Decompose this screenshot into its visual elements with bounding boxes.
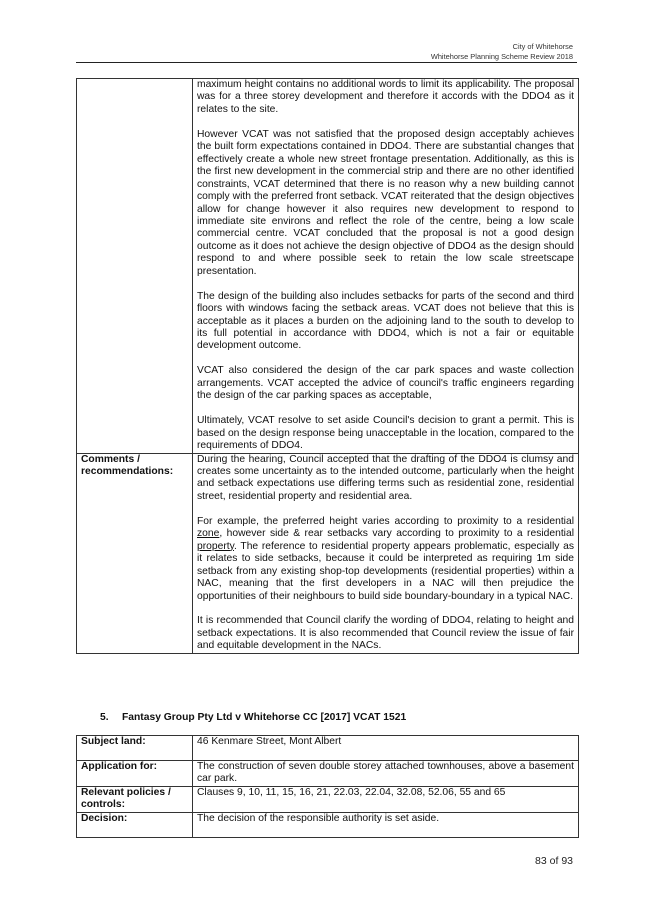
row-value: 46 Kenmare Street, Mont Albert [193,736,579,761]
underlined-term: zone [197,528,220,540]
row-value: Clauses 9, 10, 11, 15, 16, 21, 22.03, 22.04, 32.08, 52.06, 55 and 65 [193,786,579,812]
case-summary-table [76,78,579,654]
row-label-comments: Comments / recommendations: [77,453,193,653]
section-title: Fantasy Group Pty Ltd v Whitehorse CC [2017] VCAT 1521 [122,712,407,723]
table-row [77,761,579,787]
header-organisation: City of Whitehorse [512,42,573,51]
row-content-comments [193,453,579,653]
text-run: For example, the preferred height varies according to proximity to a residential [197,515,574,527]
row-label: Relevant policies / controls: [77,786,193,812]
row-label [77,79,193,454]
row-label: Subject land: [77,736,193,761]
section-number: 5. [100,712,109,723]
table-row [77,736,579,761]
table-row [77,786,579,812]
row-label: Decision: [77,812,193,837]
paragraph: maximum height contains no additional words to limit its applicability. The proposal was for a three storey development and therefore it accords with the DDO4 as it relates to the site. [197,79,574,115]
paragraph: The design of the building also includes setbacks for parts of the second and third floors with windows facing the setback areas. VCAT does not believe that this is acceptable as it places a burden on the adjoining land to the south to develop to its full potential in accordance with DDO4, which is not a fair or equitable development outcome. [197,290,574,352]
table-row [77,812,579,837]
table-row [77,453,579,653]
row-value: The decision of the responsible authority is set aside. [193,812,579,837]
paragraph: Ultimately, VCAT resolve to set aside Council's decision to grant a permit. This is based on the design response being unacceptable in the location, compared to the requirements of DDO4. [197,415,574,452]
paragraph [197,516,574,603]
case-details-table [76,735,579,838]
page-number: 83 of 93 [535,855,573,867]
header-rule [76,62,577,63]
paragraph: However VCAT was not satisfied that the proposed design acceptably achieves the built form expectations contained in DDO4. There are substantial changes that effectively create a whole new street frontage presentation. Additionally, as this is the first new development in the commercial strip and there are no other identified constraints, VCAT determined that there is no reason why a new building cannot comply with the preferred front setback. VCAT reiterated that the design objectives allow for change however it also requires new development to respond to immediate site environs and reflect the role of the centre, being a low scale commercial centre. VCAT concluded that the proposal is not a good design outcome as it does not achieve the design objective of DDO4 as the design should respond to and where possible seek to retain the low scale streetscape presentation. [197,128,574,277]
table-row [77,79,579,454]
paragraph: It is recommended that Council clarify the wording of DDO4, relating to height and setback expectations. It is also recommended that Council review the issue of fair and equitable development in the NACs. [197,615,574,652]
section-heading [100,712,406,723]
row-value: The construction of seven double storey attached townhouses, above a basement car park. [193,761,579,787]
text-run: . The reference to residential property appears problematic, especially as it relates to side setbacks, because it could be interpreted as requiring 1m side setback from any existing shop-top developments (residential properties) within a NAC, meaning that the first developers in a NAC will then prejudice the opportunities of their neighbours to build side boundary-boundary in a typical NAC. [197,540,574,602]
row-content [193,79,579,454]
header-document-title: Whitehorse Planning Scheme Review 2018 [430,52,573,61]
paragraph: VCAT also considered the design of the car park spaces and waste collection arrangements. VCAT accepted the advice of council's traffic engineers regarding the design of the car parking spaces as acceptable, [197,365,574,402]
page-header [431,42,573,62]
text-run: , however side & rear setbacks vary according to proximity to a residential [219,528,574,540]
underlined-term: property [197,540,235,552]
row-label: Application for: [77,761,193,787]
paragraph: During the hearing, Council accepted that the drafting of the DDO4 is clumsy and creates some uncertainty as to the intended outcome, particularly when the height and setback expectations use differing terms such as residential zone, residential street, residential property and residential area. [197,453,574,502]
